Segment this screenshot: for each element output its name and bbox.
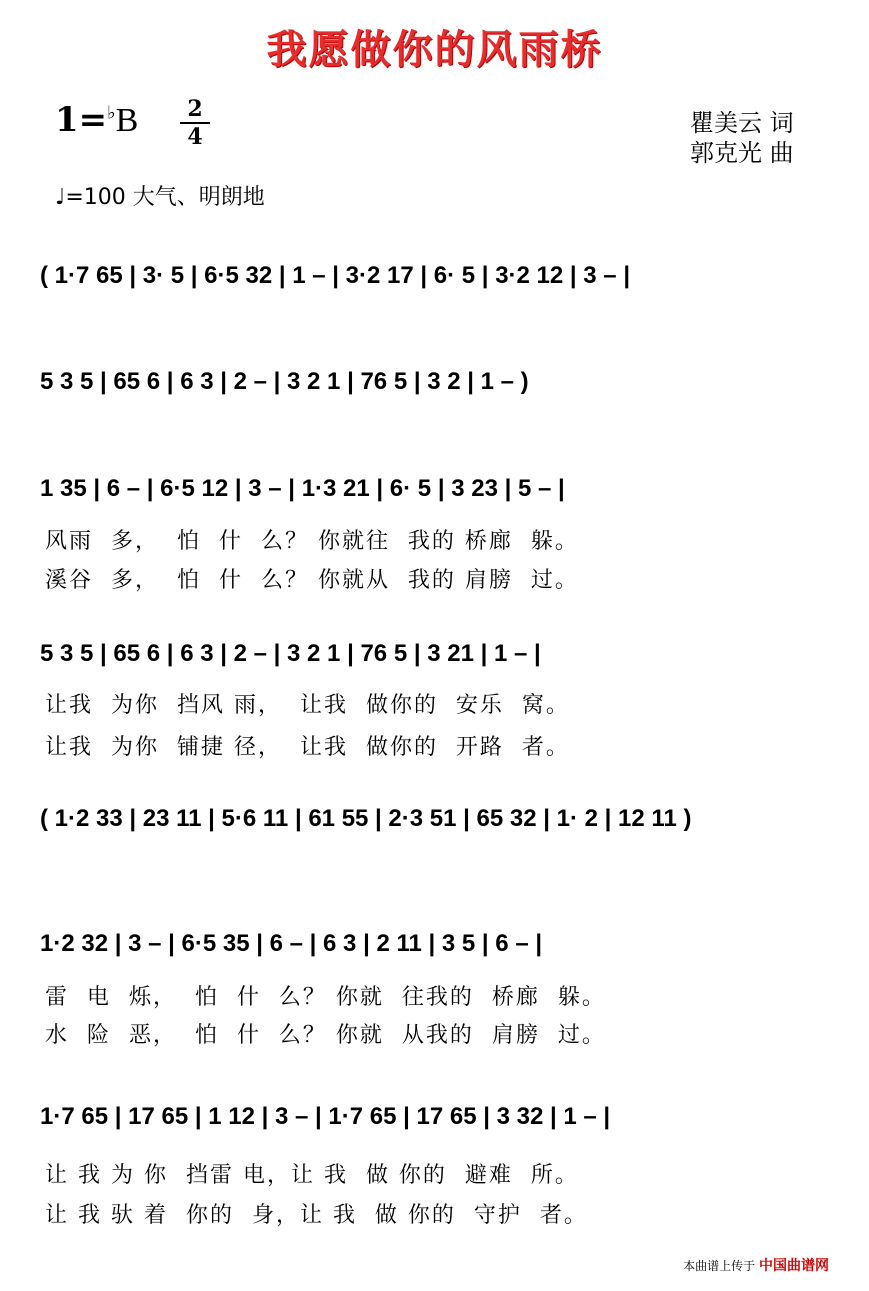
composer: 郭克光 曲 xyxy=(690,139,794,167)
lyricist: 瞿美云 词 xyxy=(690,109,794,137)
score-row-7: 1·7 65 | 17 65 | 1 12 | 3 – | 1·7 65 | 17 65 | 3 32 | 1 – | xyxy=(40,1103,611,1130)
score-row-6: 1·2 32 | 3 – | 6·5 35 | 6 – | 6 3 | 2 11 | 3 5 | 6 – | xyxy=(40,930,543,957)
footer-credit: 本曲谱上传于 中国曲谱网 xyxy=(683,1258,829,1274)
time-signature: 2 4 xyxy=(180,98,210,148)
tempo-marking: ♩=100 大气、明朗地 xyxy=(55,185,265,210)
lyric-line-7: 让 我 为 你 挡雷 电，让 我 做 你的 避难 所。 xyxy=(45,1163,579,1188)
lyric-line-2: 溪谷 多， 怕 什 么？ 你就从 我的 肩膀 过。 xyxy=(45,568,579,593)
score-row-3: 1 35 | 6 – | 6·5 12 | 3 – | 1·3 21 | 6· 5 | 3 23 | 5 – | xyxy=(40,475,565,502)
lyric-line-5: 雷 电 烁， 怕 什 么？ 你就 往我的 桥廊 躲。 xyxy=(45,985,606,1010)
song-title: 我愿做你的风雨桥 xyxy=(266,27,603,73)
score-row-1: ( 1·7 65 | 3· 5 | 6·5 32 | 1 – | 3·2 17 | 6· 5 | 3·2 12 | 3 – | xyxy=(40,262,631,289)
lyric-line-6: 水 险 恶， 怕 什 么？ 你就 从我的 肩膀 过。 xyxy=(45,1023,606,1048)
site-logo[interactable]: 中国曲谱网 xyxy=(759,1258,829,1274)
score-row-2: 5 3 5 | 65 6 | 6 3 | 2 – | 3 2 1 | 76 5 | 3 2 | 1 – ) xyxy=(40,368,529,395)
lyric-line-4: 让我 为你 铺捷 径， 让我 做你的 开路 者。 xyxy=(45,735,570,760)
credits xyxy=(690,108,794,168)
key-signature: 1=♭B xyxy=(55,100,139,140)
score-row-5: ( 1·2 33 | 23 11 | 5·6 11 | 61 55 | 2·3 51 | 65 32 | 1· 2 | 12 11 ) xyxy=(40,805,692,832)
score-row-4: 5 3 5 | 65 6 | 6 3 | 2 – | 3 2 1 | 76 5 | 3 21 | 1 – | xyxy=(40,640,541,667)
lyric-line-3: 让我 为你 挡风 雨， 让我 做你的 安乐 窝。 xyxy=(45,693,570,718)
lyric-line-8: 让 我 驮 着 你的 身，让 我 做 你的 守护 者。 xyxy=(45,1203,588,1228)
lyric-line-1: 风雨 多， 怕 什 么？ 你就往 我的 桥廊 躲。 xyxy=(45,529,579,554)
